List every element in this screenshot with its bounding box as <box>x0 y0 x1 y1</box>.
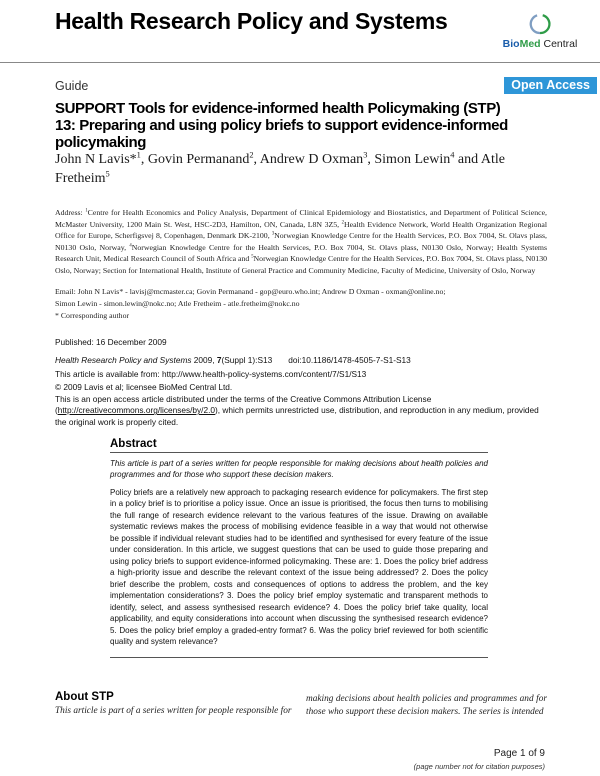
author-emails-line1: Email: John N Lavis* - lavisj@mcmaster.ca; Govin Permanand - gop@euro.who.int; Andrew D Oxman - oxman@online.no; <box>55 287 446 296</box>
open-access-badge[interactable]: Open Access <box>504 77 597 94</box>
author-emails-block <box>55 286 547 309</box>
abstract-series-preamble: This article is part of a series written for people responsible for making decisions about health policies and programmes and for those who support these decision makers. <box>110 459 488 480</box>
citation-journal-name: Health Research Policy and Systems <box>55 355 192 365</box>
page-number: Page 1 of 9 <box>493 748 545 759</box>
abstract-section <box>110 438 488 658</box>
logo-central-text: Central <box>540 38 578 50</box>
page-number-citation-note: (page number not for citation purposes) <box>413 762 545 771</box>
article-title-line2: 13: Preparing and using policy briefs to support evidence-informed policymaking <box>55 117 508 151</box>
license-text-pre: This is an open access article distributed under the terms of the Creative Commons Attribution License ( <box>55 393 432 416</box>
availability-url-link[interactable]: http://www.health-policy-systems.com/content/7/S1/S13 <box>161 369 367 379</box>
biomed-central-circle-icon <box>497 11 583 37</box>
about-stp-column-left <box>55 691 296 718</box>
about-stp-column-right <box>306 693 547 718</box>
copyright-line: © 2009 Lavis et al; licensee BioMed Central Ltd. <box>55 382 233 392</box>
availability-line <box>55 369 366 379</box>
article-title <box>55 100 553 151</box>
masthead-divider <box>0 62 600 63</box>
logo-med-text: Med <box>519 38 541 50</box>
journal-masthead-title: Health Research Policy and Systems <box>55 8 448 34</box>
author-list: John N Lavis*$^1$, Govin Permanand$^2$, Andrew D Oxman$^3$, Simon Lewin$^4$ and Atle Fretheim$^5$ <box>55 150 505 186</box>
abstract-heading: Abstract <box>110 438 157 450</box>
about-stp-heading: About STP <box>55 691 114 703</box>
article-title-line1: SUPPORT Tools for evidence-informed health Policymaking (STP) <box>55 100 501 117</box>
citation-doi: doi:10.1186/1478-4505-7-S1-S13 <box>288 355 411 365</box>
citation-line <box>55 355 411 365</box>
abstract-bottom-rule <box>110 657 488 658</box>
biomed-central-logo[interactable] <box>497 11 583 50</box>
citation-issue: (Suppl 1):S13 <box>221 355 273 365</box>
creative-commons-license-link[interactable]: http://creativecommons.org/licenses/by/2.0 <box>57 405 216 416</box>
license-statement <box>55 394 549 429</box>
author-emails-line2: Simon Lewin - simon.lewin@nokc.no; Atle Fretheim - atle.fretheim@nokc.no <box>55 298 300 308</box>
about-stp-text-right: making decisions about health policies and programmes and for those who support these decision makers. The series is intended <box>306 694 547 717</box>
citation-year: 2009, <box>191 355 217 365</box>
article-type-label: Guide <box>55 79 89 93</box>
copyright-license-block <box>55 382 549 428</box>
availability-prefix: This article is available from: <box>55 369 162 379</box>
abstract-top-rule <box>110 452 488 453</box>
abstract-body-text: Policy briefs are a relatively new approach to packaging research evidence for policymakers. The first step in a policy brief is to prioritise a policy issue. Once an issue is prioritised, the focus then turns to mobilising the full range of research evidence relevant to the various features of the issue. Drawing on available systematic reviews makes the process of mobilising evidence feasible in a way that would not otherwise be possible if individual relevant studies had to be identified and synthesised for every feature of the issue under consideration. In this article, we suggest questions that can be used to guide those preparing and using policy briefs to support evidence-informed policymaking. These are: 1. Does the policy brief address a high-priority issue and describe the relevant context of the issue being addressed? 2. Does the policy brief describe the problem, costs and consequences of options to address the problem, and the key implementation considerations? 3. Does the policy brief employ systematic and transparent methods to identify, select, and assess synthesised research evidence? 4. Does the policy brief take quality, local applicability, and equity considerations into account when discussing the synthesised research evidence? 5. Does the policy brief employ a graded-entry format? 6. Was the policy brief reviewed for both scientific quality and system relevance? <box>110 487 488 647</box>
license-text-post: ), which permits unrestricted use, distribution, and reproduction in any medium, provided the original work is properly cited. <box>55 405 539 427</box>
about-stp-text-left: This article is part of a series written for people responsible for <box>55 706 292 716</box>
logo-bio-text: Bio <box>502 38 520 50</box>
corresponding-author-note: * Corresponding author <box>55 311 130 320</box>
biomed-central-wordmark <box>497 38 583 50</box>
citation-volume: 7 <box>216 355 222 365</box>
affiliations-block: Address: $^1$Centre for Health Economics and Policy Analysis, Department of Clinical Epidemiology and Biostatistics, and Department of Political Science, McMaster University, 1200 Main St. West, HSC-2D3, Hamilton, ON, Canada, L8N 3Z5, $^2$Health Evidence Network, World Health Organization Regional Office for Europe, Scherfigsvej 8, Copenhagen, Denmark DK-2100, $^3$Norwegian Knowledge Centre for the Health Services, P.O. Box 7004, St. Olavs plass, N0130 Oslo, Norway, $^4$Norwegian Knowledge Centre for the Health Services, P.O. Box 7004, St. Olavs plass, N0130 Oslo, Norway; Health Systems Research Unit, Medical Research Council of South Africa and $^5$Norwegian Knowledge Centre for the Health Services, P.O. Box 7004, St. Olavs plass, N0130 Oslo, Norway; Section for International Health, Institute of General Practice and Community Medicine, Faculty of Medicine, University of Oslo, Norway <box>55 208 548 275</box>
published-date: Published: 16 December 2009 <box>55 337 167 347</box>
